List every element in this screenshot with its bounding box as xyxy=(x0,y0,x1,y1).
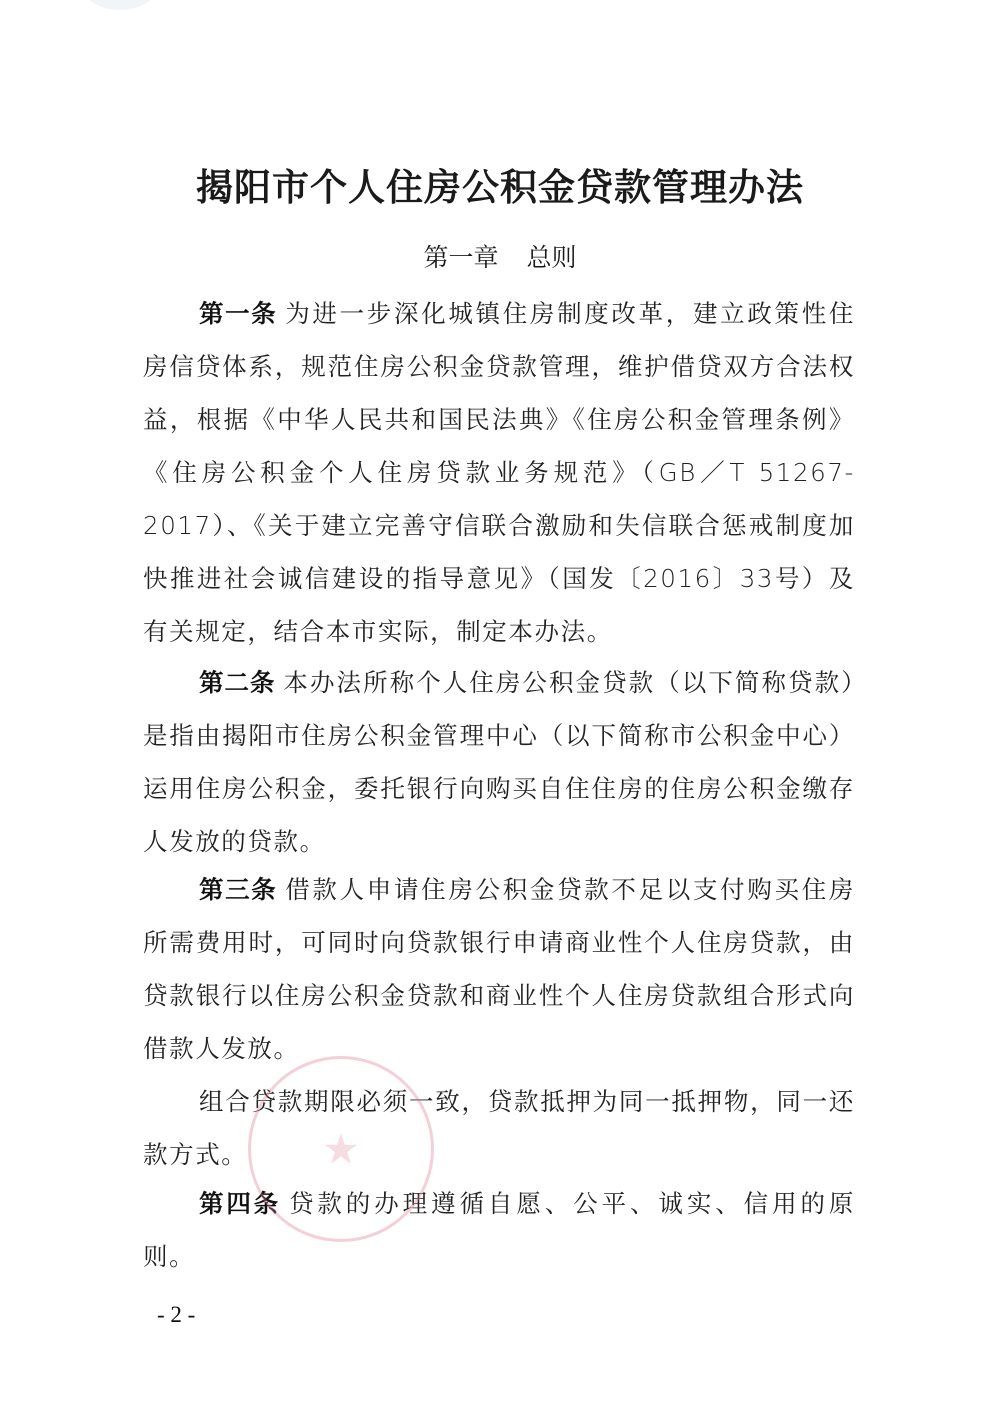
page-number: - 2 - xyxy=(157,1302,196,1327)
article-1 xyxy=(143,287,855,658)
official-seal xyxy=(248,1056,434,1242)
chapter-name: 总则 xyxy=(526,243,577,272)
article-label: 第二条 xyxy=(199,668,276,697)
document-title: 揭阳市个人住房公积金贷款管理办法 xyxy=(196,164,804,209)
article-3 xyxy=(143,863,855,1075)
article-text: 贷款的办理遵循自愿、公平、诚实、信用的原则。 xyxy=(143,1189,856,1271)
article-label: 第一条 xyxy=(199,299,278,328)
article-4 xyxy=(143,1177,855,1283)
article-3-continuation: 组合贷款期限必须一致，贷款抵押为同一抵押物，同一还款方式。 xyxy=(143,1087,855,1169)
scan-artifact xyxy=(85,0,155,10)
star-icon: ★ xyxy=(322,1124,360,1174)
chapter-number: 第一章 xyxy=(423,243,499,272)
article-text: 本办法所称个人住房公积金贷款（以下简称贷款）是指由揭阳市住房公积金管理中心（以下简称市公积金中心）运用住房公积金，委托银行向购买自住住房的住房公积金缴存人发放的贷款。 xyxy=(143,668,856,856)
article-text: 借款人申请住房公积金贷款不足以支付购买住房所需费用时，可同时向贷款银行申请商业性个人住房贷款，由贷款银行以住房公积金贷款和商业性个人住房贷款组合形式向借款人发放。 xyxy=(143,875,855,1063)
article-label: 第四条 xyxy=(199,1189,281,1218)
article-text: 为进一步深化城镇住房制度改革，建立政策性住房信贷体系，规范住房公积金贷款管理，维护借贷双方合法权益，根据《中华人民共和国民法典》《住房公积金管理条例》《住房公积金个人住房贷款业务规范》（GB／T 51267-2017）、《关于建立完善守信联合激励和失信联合惩戒制度加快推进社会诚信建设的指导意见》（国发〔2016〕33号）及有关规定，结合本市实际，制定本办法。 xyxy=(143,299,855,646)
chapter-heading xyxy=(0,238,1000,274)
article-label: 第三条 xyxy=(199,875,278,904)
article-2 xyxy=(143,656,855,868)
